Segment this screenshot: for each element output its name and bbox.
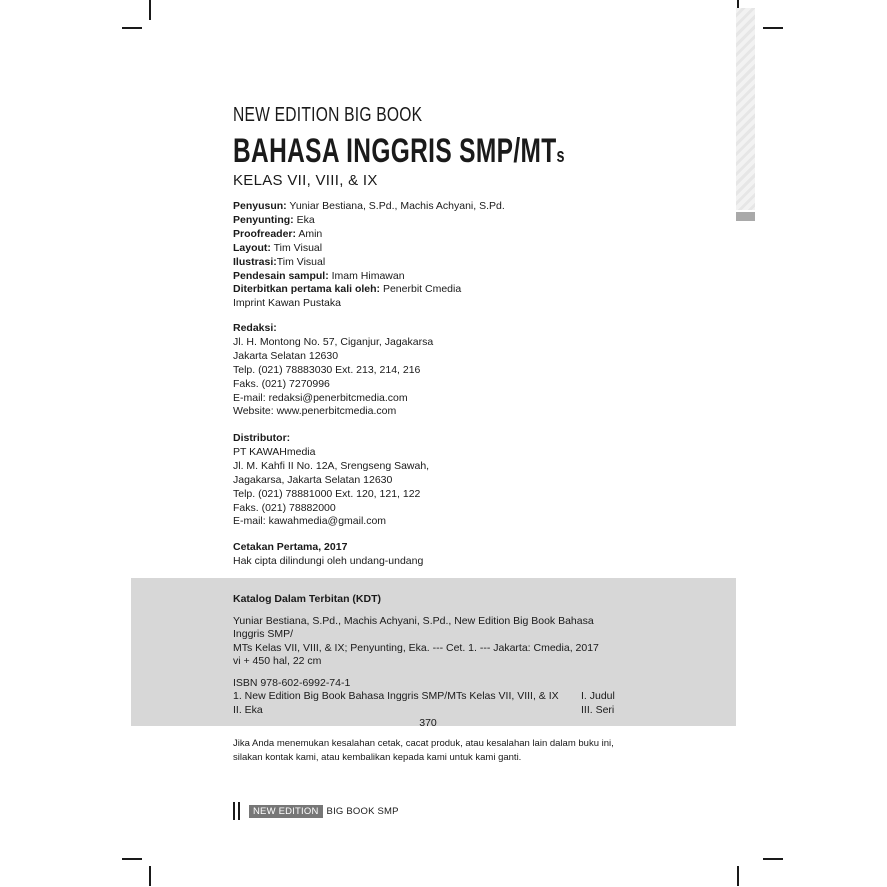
book-subtitle: KELAS VII, VIII, & IX: [233, 172, 378, 189]
distributor-line: Jagakarsa, Jakarta Selatan 12630: [233, 473, 393, 486]
redaksi-block: [233, 322, 433, 419]
side-pattern-strip: [736, 8, 755, 210]
credit-label: Layout:: [233, 241, 271, 254]
kdt-classification: 370: [419, 717, 437, 729]
credit-label: Diterbitkan pertama kali oleh:: [233, 283, 381, 296]
book-title-main: BAHASA INGGRIS SMP/MT: [233, 132, 557, 170]
crop-mark: [763, 27, 783, 29]
redaksi-line: E-mail: redaksi@penerbitcmedia.com: [233, 391, 408, 404]
redaksi-line: Jl. H. Montong No. 57, Ciganjur, Jagakarsa: [233, 335, 434, 348]
footer-badge: NEW EDITION: [249, 805, 323, 818]
redaksi-line: Jakarta Selatan 12630: [233, 349, 339, 362]
kdt-row-left: II. Eka: [233, 703, 263, 716]
kdt-row-right: I. Judul: [581, 690, 615, 702]
credit-value: Amin: [296, 227, 323, 240]
credit-line: [233, 242, 505, 256]
errata-note: [233, 737, 653, 765]
credit-line: [233, 200, 505, 214]
cetakan-heading: Cetakan Pertama, 2017: [233, 541, 348, 553]
credit-line: [233, 283, 505, 297]
kdt-row-right: III. Seri: [581, 703, 615, 716]
distributor-line: Faks. (021) 78882000: [233, 501, 336, 514]
kdt-line: vi + 450 hal, 22 cm: [233, 655, 322, 667]
credit-label: Penyusun:: [233, 200, 287, 212]
credit-value: Imprint Kawan Pustaka: [233, 297, 341, 310]
credit-value: Tim Visual: [276, 255, 326, 268]
credit-line: [233, 228, 505, 242]
side-tab: [736, 212, 755, 221]
redaksi-line: Faks. (021) 7270996: [233, 377, 330, 390]
credit-line: [233, 297, 505, 311]
distributor-line: Jl. M. Kahfi II No. 12A, Srengseng Sawah,: [233, 459, 430, 472]
kdt-row: [233, 690, 623, 704]
copyright-line: Hak cipta dilindungi oleh undang-undang: [233, 554, 424, 567]
credit-line: [233, 270, 505, 284]
book-title: [233, 132, 565, 171]
book-kicker: NEW EDITION BIG BOOK: [233, 104, 423, 126]
page-footer: [233, 802, 399, 820]
credit-line: [233, 256, 505, 270]
crop-mark: [763, 858, 783, 860]
kdt-isbn: ISBN 978-602-6992-74-1: [233, 676, 351, 689]
note-line: Jika Anda menemukan kesalahan cetak, cacat produk, atau kesalahan lain dalam buku ini,: [233, 738, 614, 749]
distributor-heading: Distributor:: [233, 432, 291, 444]
credit-value: Imam Himawan: [328, 269, 405, 282]
redaksi-line: Website: www.penerbitcmedia.com: [233, 405, 397, 418]
distributor-line: E-mail: kawahmedia@gmail.com: [233, 515, 387, 528]
redaksi-line: Telp. (021) 78883030 Ext. 213, 214, 216: [233, 363, 421, 376]
distributor-line: PT KAWAHmedia: [233, 445, 316, 458]
credit-label: Ilustrasi:: [233, 255, 277, 268]
footer-series-label: BIG BOOK SMP: [326, 805, 399, 817]
crop-mark: [737, 866, 739, 886]
credit-value: Eka: [293, 213, 315, 226]
crop-mark: [122, 858, 142, 860]
credit-line: [233, 214, 505, 228]
distributor-line: Telp. (021) 78881000 Ext. 120, 121, 122: [233, 487, 421, 500]
crop-mark: [149, 866, 151, 886]
cetakan-block: [233, 541, 423, 569]
credit-label: Pendesain sampul:: [233, 269, 329, 282]
footer-bars-icon: [233, 802, 240, 820]
kdt-row: [233, 704, 623, 718]
credit-value: Yuniar Bestiana, S.Pd., Machis Achyani, S.Pd.: [286, 200, 505, 212]
credit-value: Penerbit Cmedia: [380, 283, 462, 296]
crop-mark: [149, 0, 151, 20]
credit-label: Penyunting:: [233, 213, 294, 226]
kdt-heading: Katalog Dalam Terbitan (KDT): [233, 593, 381, 605]
kdt-row-left: 1. New Edition Big Book Bahasa Inggris SMP/MTs Kelas VII, VIII, & IX: [233, 690, 559, 702]
book-title-suffix: s: [556, 145, 565, 167]
note-line: silakan kontak kami, atau kembalikan kepada kami untuk kami ganti.: [233, 752, 522, 763]
kdt-line: Yuniar Bestiana, S.Pd., Machis Achyani, S.Pd., New Edition Big Book Bahasa Inggris SMP/: [233, 614, 594, 640]
crop-mark: [122, 27, 142, 29]
redaksi-heading: Redaksi:: [233, 322, 277, 334]
kdt-line: MTs Kelas VII, VIII, & IX; Penyunting, Eka. --- Cet. 1. --- Jakarta: Cmedia, 2017: [233, 641, 599, 654]
credit-value: Tim Visual: [270, 241, 323, 254]
credit-label: Proofreader:: [233, 227, 297, 240]
kdt-block: [233, 593, 623, 731]
distributor-block: [233, 432, 429, 529]
credits-list: [233, 200, 505, 311]
kdt-description: [233, 615, 623, 669]
